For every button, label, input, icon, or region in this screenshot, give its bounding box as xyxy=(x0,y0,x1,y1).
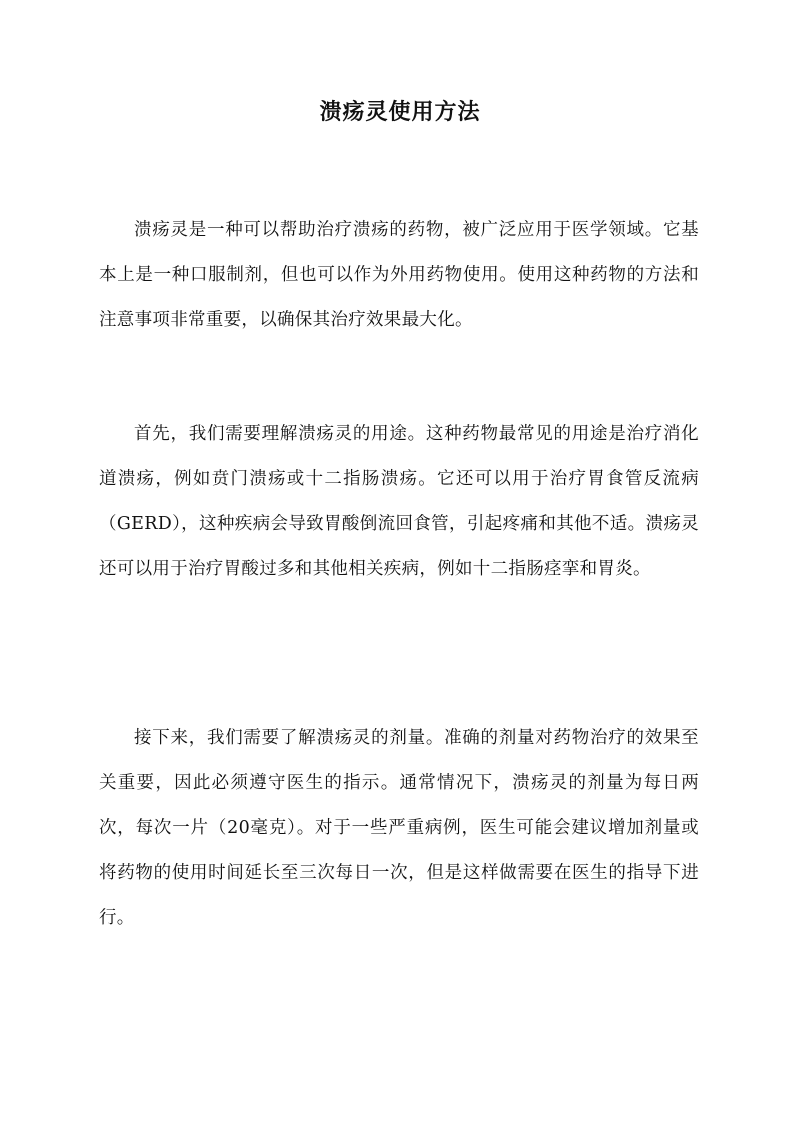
paragraph-intro: 溃疡灵是一种可以帮助治疗溃疡的药物，被广泛应用于医学领域。它基本上是一种口服制剂，但也可以作为外用药物使用。使用这种药物的方法和注意事项非常重要，以确保其治疗效果最大化。 xyxy=(99,220,699,330)
paragraph-usage: 首先，我们需要理解溃疡灵的用途。这种药物最常见的用途是治疗消化道溃疡，例如贲门溃疡或十二指肠溃疡。它还可以用于治疗胃食管反流病（GERD），这种疾病会导致胃酸倒流回食管，引起疼痛和其他不适。溃疡灵还可以用于治疗胃酸过多和其他相关疾病，例如十二指肠痉挛和胃炎。 xyxy=(99,424,699,579)
paragraph-dosage: 接下来，我们需要了解溃疡灵的剂量。准确的剂量对药物治疗的效果至关重要，因此必须遵守医生的指示。通常情况下，溃疡灵的剂量为每日两次，每次一片（20毫克）。对于一些严重病例，医生可能会建议增加剂量或将药物的使用时间延长至三次每日一次，但是这样做需要在医生的指导下进行。 xyxy=(99,728,699,928)
document-title: 溃疡灵使用方法 xyxy=(319,99,481,125)
